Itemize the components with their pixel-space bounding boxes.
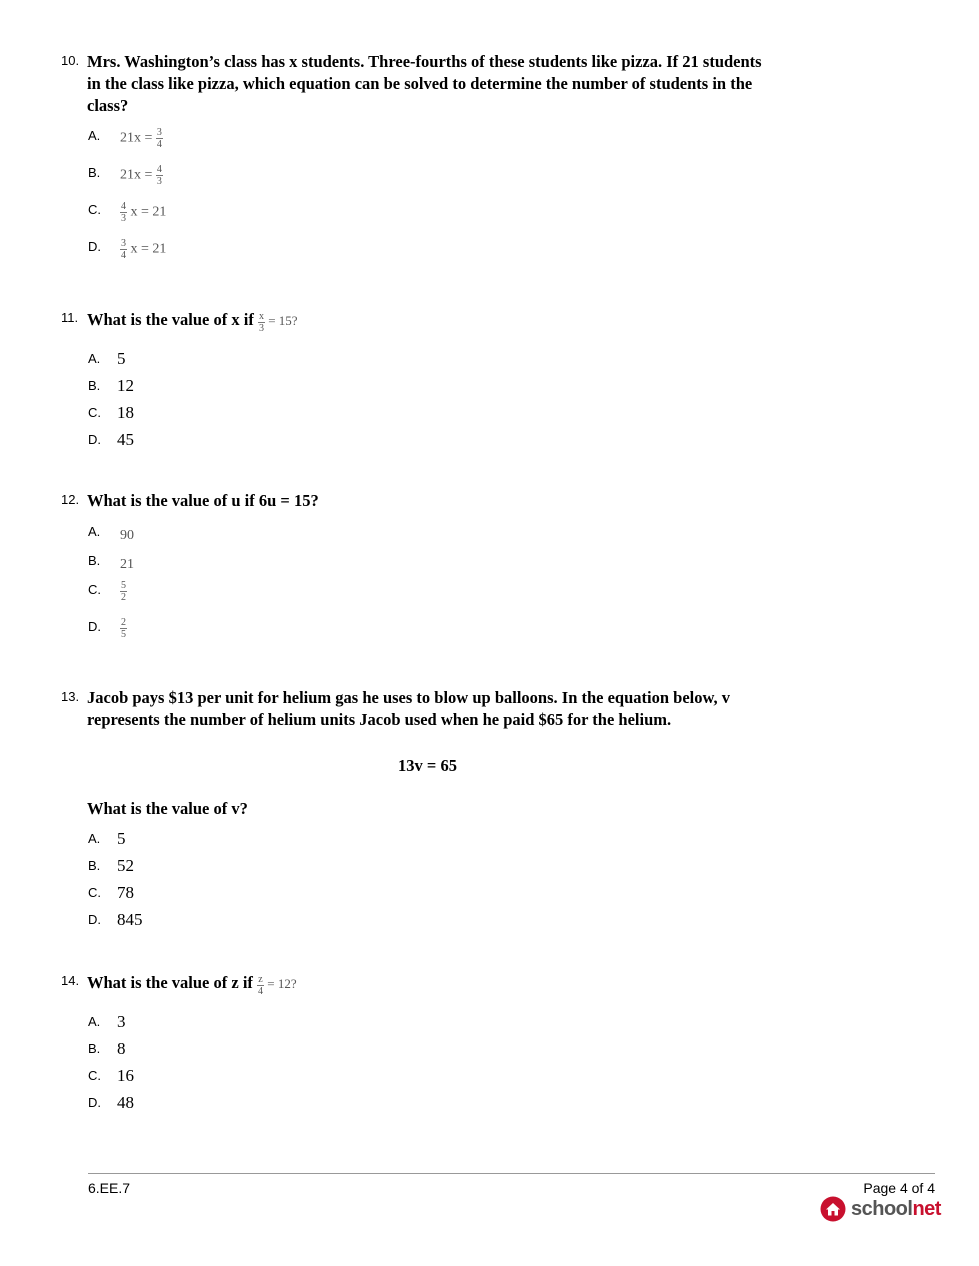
option-letter: C.: [88, 1068, 101, 1083]
option-c-value[interactable]: [120, 201, 166, 224]
inline-equation: [258, 310, 298, 334]
option-c-value[interactable]: 78: [117, 883, 134, 902]
option-d-value[interactable]: [120, 617, 127, 640]
fraction: [120, 238, 127, 261]
option-letter: C.: [88, 582, 101, 597]
option-letter: D.: [88, 912, 101, 927]
question-prefix: What is the value of x if: [87, 310, 254, 329]
numerator: 5: [121, 580, 126, 591]
option-d-value[interactable]: 45: [117, 430, 134, 449]
option-letter: D.: [88, 1095, 101, 1110]
option-letter: A.: [88, 1014, 101, 1029]
option-letter: B.: [88, 165, 101, 180]
option-letter: B.: [88, 553, 101, 568]
option-letter: D.: [88, 619, 101, 634]
option-c-value[interactable]: 16: [117, 1066, 134, 1085]
denominator: 5: [121, 629, 126, 640]
inline-equation: [257, 973, 297, 997]
option-c-value[interactable]: 18: [117, 403, 134, 422]
option-a-value[interactable]: 90: [120, 528, 134, 543]
option-a-value[interactable]: 3: [117, 1012, 126, 1031]
option-expr: x = 21: [130, 241, 167, 257]
option-d-value[interactable]: 48: [117, 1093, 134, 1112]
fraction: [156, 127, 163, 150]
option-letter: C.: [88, 202, 101, 217]
option-d-value[interactable]: 845: [117, 910, 143, 929]
option-letter: A.: [88, 831, 101, 846]
numerator: 3: [121, 238, 126, 249]
footer-divider: [88, 1173, 935, 1174]
option-expr: 21x =: [120, 167, 153, 183]
question-number: 10.: [61, 53, 80, 68]
schoolnet-logo: [820, 1196, 941, 1222]
option-letter: A.: [88, 128, 101, 143]
question-text: [87, 309, 767, 334]
question-text: Jacob pays $13 per unit for helium gas he uses to blow up balloons. In the equation below, v represents the number of helium units Jacob used when he paid $65 for the helium.: [87, 688, 731, 729]
equation-rest: = 12?: [267, 976, 297, 991]
question-prefix: What is the value of z if: [87, 973, 253, 992]
option-a-value[interactable]: 5: [117, 829, 126, 848]
option-letter: A.: [88, 524, 101, 539]
option-letter: C.: [88, 885, 101, 900]
denominator: 3: [258, 322, 264, 334]
question-text: Mrs. Washington’s class has x students. Three-fourths of these students like pizza. If 21 students in the class like pizza, which equation can be solved to determine the number of students in the class?: [87, 52, 762, 115]
fraction: [156, 164, 163, 187]
denominator: 3: [121, 213, 126, 224]
fraction: [257, 974, 264, 997]
option-b-value[interactable]: 8: [117, 1039, 126, 1058]
fraction: [120, 617, 127, 640]
option-a-value[interactable]: [120, 127, 163, 150]
question-number: 11.: [61, 310, 79, 325]
numerator: 4: [121, 201, 126, 212]
option-c-value[interactable]: [120, 580, 127, 603]
option-b-value[interactable]: [120, 164, 163, 187]
denominator: 2: [121, 592, 126, 603]
logo-text: [851, 1198, 941, 1221]
option-letter: D.: [88, 432, 101, 447]
option-a-value[interactable]: 5: [117, 349, 126, 368]
denominator: 4: [121, 250, 126, 261]
numerator: 2: [121, 617, 126, 628]
equation-rest: = 15?: [268, 313, 298, 328]
option-letter: B.: [88, 858, 101, 873]
footer-standard: 6.EE.7: [88, 1180, 131, 1196]
denominator: 4: [156, 139, 162, 150]
option-letter: B.: [88, 1041, 101, 1056]
fraction: [120, 201, 127, 224]
numerator: 4: [156, 164, 162, 175]
option-d-value[interactable]: [120, 238, 166, 261]
numerator: x: [258, 310, 264, 322]
fraction: [120, 580, 127, 603]
option-b-value[interactable]: 12: [117, 376, 134, 395]
fraction: [258, 311, 265, 334]
question-prompt: What is the value of v?: [87, 799, 248, 818]
question-text: What is the value of u if 6u = 15?: [87, 491, 319, 510]
numerator: 3: [156, 127, 162, 138]
option-b-value[interactable]: 52: [117, 856, 134, 875]
question-equation: 13v = 65: [398, 756, 457, 775]
denominator: 3: [156, 176, 162, 187]
option-expr: x = 21: [130, 204, 167, 220]
house-icon: [820, 1196, 846, 1222]
option-letter: D.: [88, 239, 101, 254]
question-number: 12.: [61, 492, 80, 507]
option-letter: A.: [88, 351, 101, 366]
footer-page-number: Page 4 of 4: [863, 1180, 935, 1196]
option-b-value[interactable]: 21: [120, 557, 134, 572]
option-letter: C.: [88, 405, 101, 420]
option-expr: 21x =: [120, 130, 153, 146]
question-number: 13.: [61, 689, 80, 704]
logo-text-net: net: [912, 1197, 941, 1220]
option-letter: B.: [88, 378, 101, 393]
question-text: [87, 972, 767, 997]
question-number: 14.: [61, 973, 80, 988]
denominator: 4: [258, 985, 264, 997]
logo-text-school: school: [851, 1197, 913, 1220]
numerator: z: [258, 973, 263, 985]
